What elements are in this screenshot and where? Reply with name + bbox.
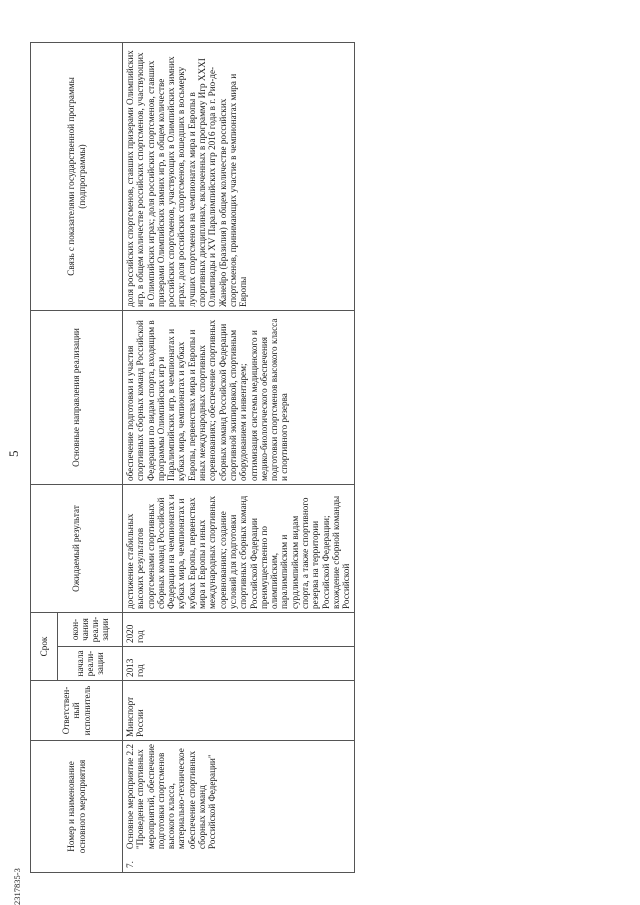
cell-number-name [123,741,355,873]
table-row [123,43,355,873]
header-executor: Ответствен-ный исполнитель [31,681,123,741]
cell-executor: Минспорт России [123,681,355,741]
document-id: 2317835-3 [12,868,22,905]
row-name: Основное мероприятие 2.2 "Проведение спортивных мероприятий, обеспечение подготовки спортсменов высокого класса, материально-техническое обеспечение спортивных сборных команд Российской Федерации" [125,744,218,850]
page-number: 5 [6,450,21,457]
header-link: Связь с показателями государственной программы (подпрограммы) [31,43,123,311]
header-term-start: начала реали-зации [58,647,123,681]
header-term: Срок [31,613,58,681]
header-term-end: окон-чания реали-зации [58,613,123,647]
row-number: 7. [125,861,135,868]
measures-table [30,42,355,873]
cell-end: 2020 год [123,613,355,647]
cell-result: достижение стабильных высоких результатов спортсменами спортивных сборных команд Российской Федерации на чемпионатах и кубках мира, чемпионатах и кубках Европы, первенствах мира и Европы и иных международных спортивных соревнованиях; создание условий для подготовки спортивных сборных команд Российской Федерации преимущественно по олимпийским, паралимпийским и сурдлимпийским видам спорта, а также спортивного резерва на территории Российской Федерации; вхождение сборной команды Российской [123,485,355,613]
cell-start: 2013 год [123,647,355,681]
header-result: Ожидаемый результат [31,485,123,613]
header-number-name: Номер и наименование основного мероприятия [31,741,123,873]
header-directions: Основные направления реализации [31,311,123,485]
cell-directions: обеспечение подготовки и участия спортивных сборных команд Российской Федерации по видам спорта, входящим в программы Олимпийских игр и Паралимпийских игр, в чемпионатах и кубках мира, чемпионатах и кубках Европы, первенствах мира и Европы и иных международных спортивных соревнованиях; обеспечение спортивных сборных команд Российской Федерации спортивной экипировкой, спортивным оборудованием и инвентарем; оптимизация системы медицинского и медико-биологического обеспечения подготовки спортсменов высокого класса и спортивного резерва [123,311,355,485]
cell-link: доля российских спортсменов, ставших призерами Олимпийских игр, в общем количестве российских спортсменов, участвующих в Олимпийских играх; доля российских спортсменов, ставших призерами Олимпийских зимних игр, в общем количестве российских спортсменов, участвующих в Олимпийских зимних играх; доля российских спортсменов, вошедших в восьмерку лучших спортсменов на чемпионатах мира и Европы в спортивных дисциплинах, включенных в программу Игр XXXI Олимпиады и XV Паралимпийских игр 2016 года в г. Рио-де-Жанейро (Бразилия) в общем количестве российских спортсменов, принимающих участие в чемпионатах мира и Европы [123,43,355,311]
